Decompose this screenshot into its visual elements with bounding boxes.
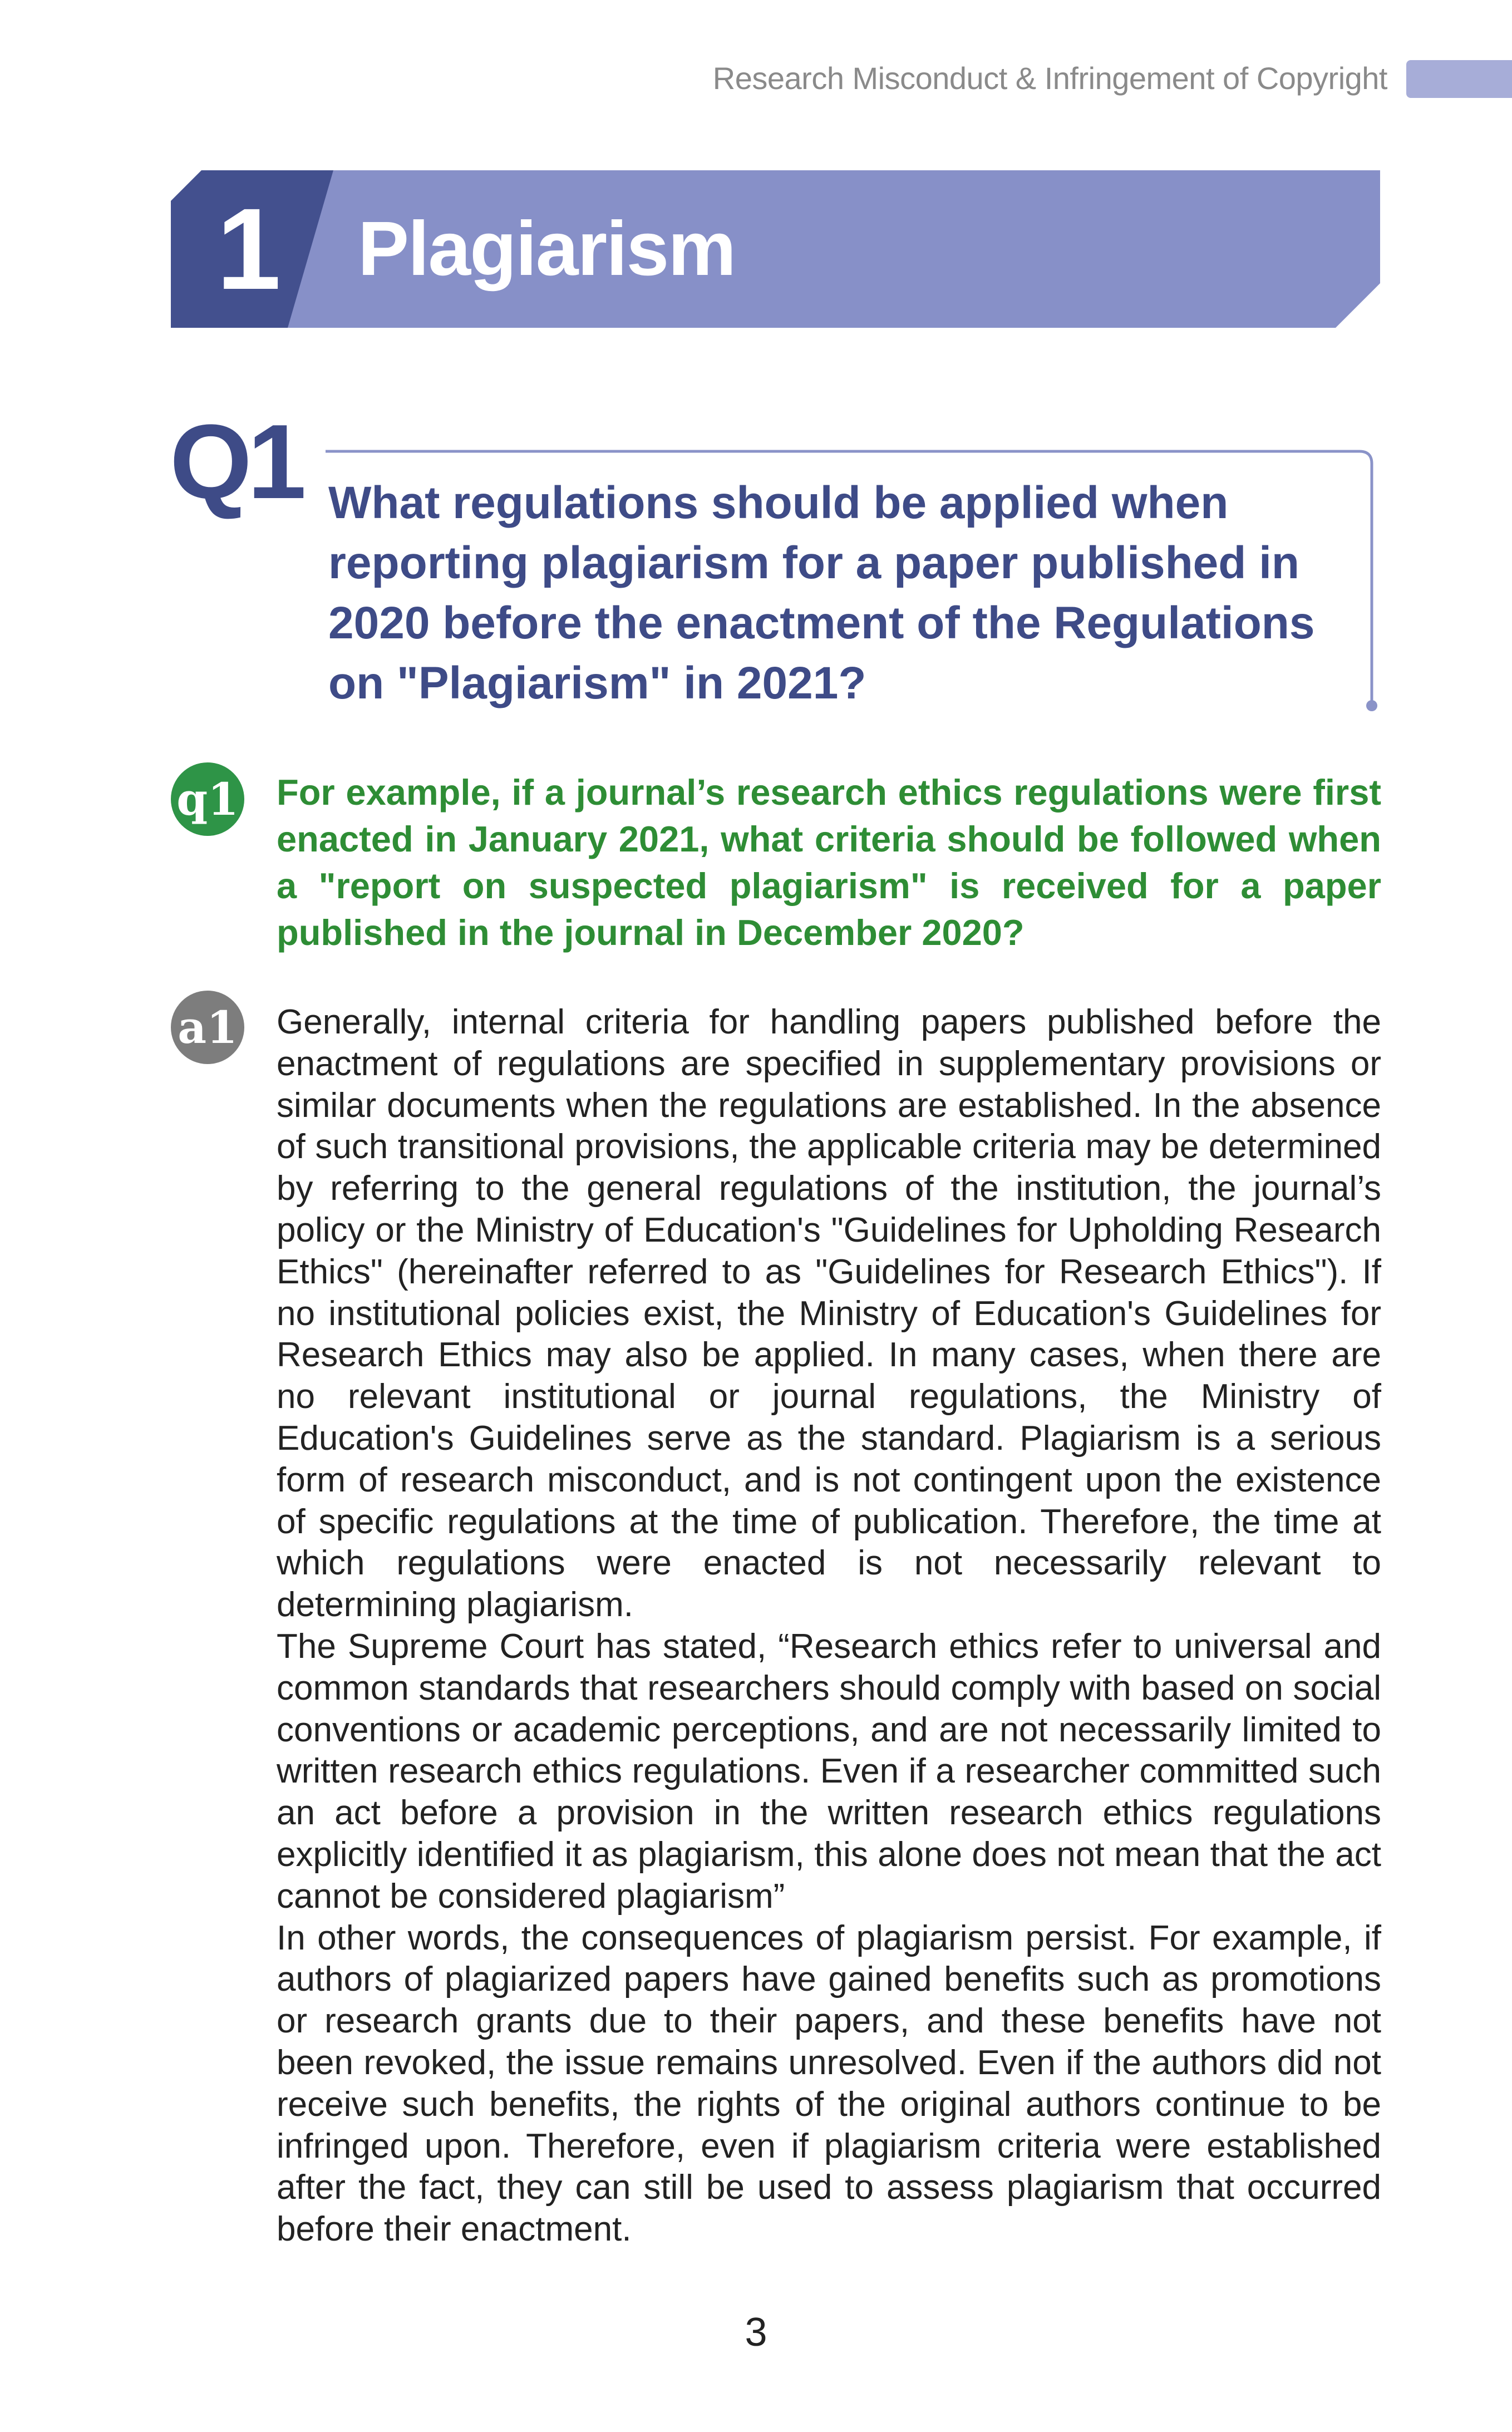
sub-question-text: For example, if a journal’s research ethics regulations were first enacted in January 2021, what criteria should be followed when a "report on suspected plagiarism" is received for a paper published in the journal in December 2020? (277, 772, 1381, 953)
header-tab-marker (1406, 60, 1512, 98)
chapter-number: 1 (216, 184, 281, 314)
chapter-banner-shape (171, 170, 1380, 328)
sub-question-badge: q1 (171, 762, 244, 836)
question-text: What regulations should be applied when reporting plagiarism for a paper published in 2020 before the enactment of the Regulations on "Plagiarism" in 2021? (328, 477, 1315, 708)
answer-paragraph: Generally, internal criteria for handling papers published before the enactment of regulations are specified in supplementary provisions or similar documents when the regulations are established. In the absence of such transitional provisions, the applicable criteria may be determined by referring to the general regulations of the institution, the journal’s policy or the Ministry of Education's "Guidelines for Upholding Research Ethics" (hereinafter referred to as "Guidelines for Research Ethics"). If no institutional policies exist, the Ministry of Education's Guidelines for Research Ethics may also be applied. In many cases, when there are no relevant institutional or journal regulations, the Ministry of Education's Guidelines serve as the standard. Plagiarism is a serious form of research misconduct, and is not contingent upon the existence of specific regulations at the time of publication. Therefore, the time at which regulations were enacted is not necessarily relevant to determining plagiarism. (277, 1003, 1381, 1624)
page-number: 3 (745, 2310, 767, 2355)
running-header: Research Misconduct & Infringement of Copyright (712, 61, 1387, 96)
answer-badge: a1 (171, 991, 244, 1064)
question-label: Q1 (170, 403, 302, 521)
answer-body (277, 1002, 1381, 2251)
chapter-title: Plagiarism (358, 206, 736, 292)
answer-paragraph: The Supreme Court has stated, “Research ethics refer to universal and common standards that researchers should comply with based on social conventions or academic perceptions, and are not necessarily limited to written research ethics regulations. Even if a researcher committed such an act before a provision in the written research ethics regulations explicitly identified it as plagiarism, this alone does not mean that the act cannot be considered plagiarism” (277, 1627, 1381, 1916)
answer-paragraph: In other words, the consequences of plagiarism persist. For example, if authors of plagiarized papers have gained benefits such as promotions or research grants due to their papers, and these benefits have not been revoked, the issue remains unresolved. Even if the authors did not receive such benefits, the rights of the original authors continue to be infringed upon. Therefore, even if plagiarism criteria were established after the fact, they can still be used to assess plagiarism that occurred before their enactment. (277, 1918, 1381, 2249)
bracket-dot (1366, 700, 1377, 711)
chapter-banner (171, 170, 1380, 328)
